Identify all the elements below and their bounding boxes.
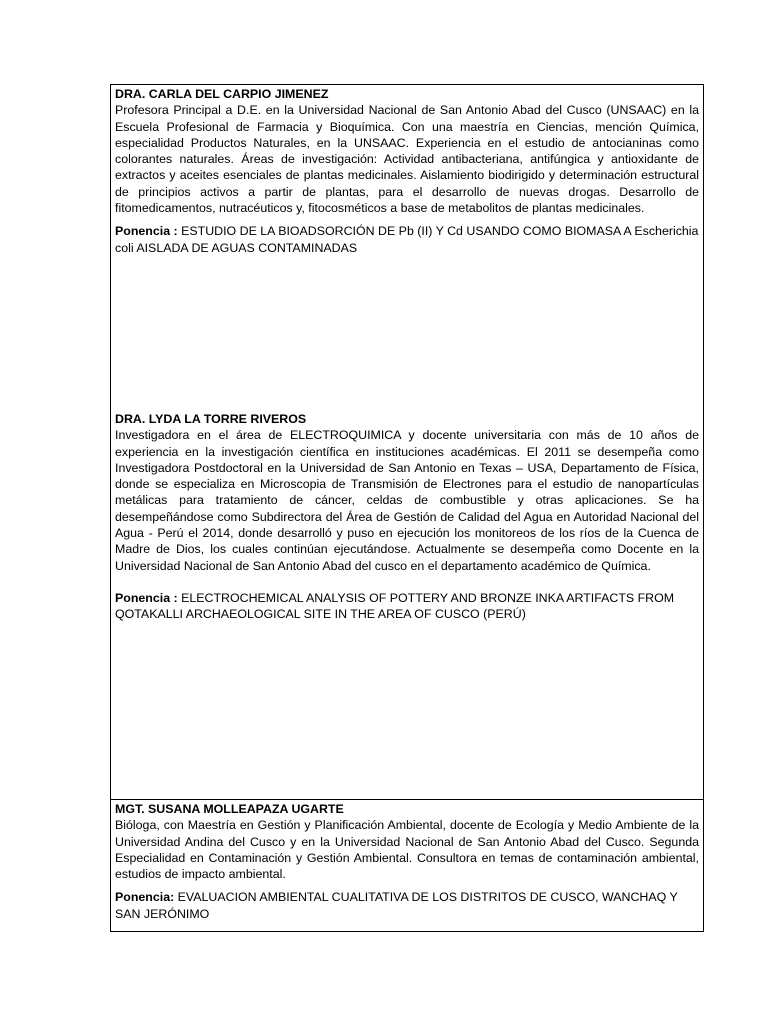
speaker-name: MGT. SUSANA MOLLEAPAZA UGARTE bbox=[115, 802, 344, 816]
ponencia-title: ELECTROCHEMICAL ANALYSIS OF POTTERY AND BRONZE INKA ARTIFACTS FROM QOTAKALLI ARCHAEOLOGICAL SITE IN THE AREA OF CUSCO (PERÚ) bbox=[115, 590, 675, 622]
ponencia bbox=[115, 889, 699, 922]
speaker-entry bbox=[115, 86, 699, 256]
ponencia-title: ESTUDIO DE LA BIOADSORCIÓN DE Pb (II) Y Cd USANDO COMO BIOMASA A Escherichia coli AISLADA DE AGUAS CONTAMINADAS bbox=[115, 224, 699, 255]
speaker-entry bbox=[115, 411, 699, 623]
table-cell-speaker-3 bbox=[111, 799, 703, 931]
table-cell-speakers-1-2 bbox=[111, 85, 703, 799]
ponencia-title: EVALUACION AMBIENTAL CUALITATIVA DE LOS DISTRITOS DE CUSCO, WANCHAQ Y SAN JERÓNIMO bbox=[115, 890, 678, 921]
speaker-bio: Profesora Principal a D.E. en la Universidad Nacional de San Antonio Abad del Cusco (UNSAAC) en la Escuela Profesional de Farmacia y Bioquímica. Con una maestría en Ciencias, mención Química, especialidad Productos Naturales, en la UNSAAC. Experiencia en el estudio de antocianinas como colorantes naturales. Áreas de investigación: Actividad antibacteriana, antifúngica y antioxidante de extractos y aceites esenciales de plantas medicinales. Aislamiento biodirigido y determinación estructural de principios activos a partir de plantas, para el desarrollo de nuevas drogas. Desarrollo de fitomedicamentos, nutracéuticos y, fitocosméticos a base de metabolitos de plantas medicinales. bbox=[115, 103, 699, 216]
ponencia-label: Ponencia : bbox=[115, 590, 178, 605]
speaker-name: DRA. LYDA LA TORRE RIVEROS bbox=[115, 411, 307, 426]
ponencia-label: Ponencia: bbox=[115, 890, 175, 905]
speaker-entry bbox=[115, 801, 699, 922]
speaker-bio: Investigadora en el área de ELECTROQUIMICA y docente universitaria con más de 10 años de experiencia en la investigación científica en instituciones académicas. El 2011 se desempeña como Investigadora Postdoctoral en la Universidad de San Antonio en Texas – USA, Departamento de Física, donde se especializa en Microscopia de Transmisión de Electrones para el estudio de nanopartículas metálicas para tratamiento de cáncer, celdas de combustible y otras aplicaciones. Se ha desempeñándose como Subdirectora del Área de Gestión de Calidad del Agua en Autoridad Nacional del Agua - Perú el 2014, donde desarrolló y puso en ejecución los monitoreos de los ríos de la Cuenca de Madre de Dios, los cuales continúan ejecutándose. Actualmente se desempeña como Docente en la Universidad Nacional de San Antonio Abad del cusco en el departamento académico de Química. bbox=[115, 428, 699, 573]
ponencia bbox=[115, 590, 699, 623]
ponencia-label: Ponencia : bbox=[115, 224, 178, 239]
ponencia bbox=[115, 223, 699, 256]
speakers-table bbox=[110, 84, 704, 932]
speaker-name: DRA. CARLA DEL CARPIO JIMENEZ bbox=[115, 87, 329, 101]
speaker-bio: Bióloga, con Maestría en Gestión y Planificación Ambiental, docente de Ecología y Medio Ambiente de la Universidad Andina del Cusco y en la Universidad Nacional de San Antonio Abad del Cusco. Segunda Especialidad en Contaminación y Gestión Ambiental. Consultora en temas de contaminación ambiental, estudios de impacto ambiental. bbox=[115, 818, 699, 882]
spacer bbox=[115, 256, 699, 411]
